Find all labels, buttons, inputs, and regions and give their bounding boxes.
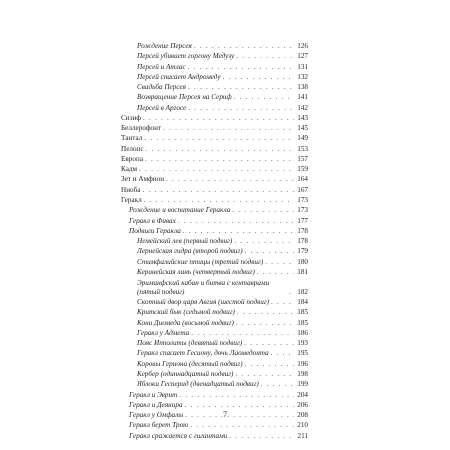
toc-entry: [121, 205, 308, 215]
toc-entry: [121, 359, 308, 369]
toc-entry: [121, 72, 308, 82]
toc-entry-page: 177: [297, 216, 308, 225]
toc-entry-title: Коровы Гериона (десятый подвиг): [137, 359, 243, 368]
toc-entry-page: 142: [297, 103, 308, 112]
toc-entry-page: 179: [297, 247, 308, 256]
dot-leader: [245, 246, 294, 256]
toc-entry-title: Кони Диомеда (восьмой подвиг): [137, 318, 234, 327]
toc-entry-title: Яблоки Гесперид (двенадцатый подвиг): [137, 380, 259, 389]
toc-entry-title: Керинейская лань (четвертый подвиг): [137, 267, 255, 276]
dot-leader: [145, 154, 294, 164]
toc-entry-page: 143: [297, 113, 308, 122]
toc-entry: [121, 369, 308, 379]
toc-entry: [121, 267, 308, 277]
toc-entry-title: Немейский лев (первый подвиг): [137, 237, 233, 246]
toc-entry-title: Геракл и Эврит: [129, 390, 178, 399]
toc-entry: [121, 390, 308, 400]
dot-leader: [265, 257, 294, 267]
dot-leader: [178, 216, 294, 226]
toc-entry-title: Лернейская гидра (второй подвиг): [137, 247, 243, 256]
toc-entry-page: 211: [297, 431, 308, 440]
toc-entry-page: 126: [297, 42, 308, 50]
dot-leader: [188, 82, 294, 92]
dot-leader: [166, 174, 294, 184]
toc-entry: [121, 92, 308, 102]
toc-entry-title: Подвиги Геракла: [129, 226, 181, 235]
toc-entry: [121, 62, 308, 72]
dot-leader: [190, 420, 294, 430]
toc-entry: [121, 257, 308, 267]
toc-entry: [121, 297, 308, 307]
toc-entry-title: Критский бык (седьмой подвиг): [137, 308, 235, 317]
toc-entry-title: Беллерофонт: [121, 124, 162, 133]
dot-leader: [236, 318, 294, 328]
toc-entry-title: Персей убивает горгону Медузу: [137, 52, 235, 61]
toc-entry-title: Кербер (одиннадцатый подвиг): [137, 369, 234, 378]
toc-entry-page: 157: [297, 154, 308, 163]
dot-leader: [223, 72, 294, 82]
toc-entry: [121, 420, 308, 430]
toc-entry-page: 181: [297, 267, 308, 276]
toc-entry: [121, 236, 308, 246]
dot-leader: [139, 164, 294, 174]
toc-entry-page: 182: [297, 287, 308, 296]
dot-leader: [271, 297, 294, 307]
toc-entry-page: 138: [297, 83, 308, 92]
dot-leader: [229, 431, 294, 441]
toc-entry: [121, 307, 308, 317]
toc-entry-title: Эриманфский кабан и битва с кентаврами (пятый подвиг): [137, 278, 270, 296]
toc-entry: [121, 277, 308, 297]
toc-entry: [121, 133, 308, 143]
toc-entry-title: Персей в Аргосе: [137, 103, 187, 112]
toc-entry-page: 178: [297, 226, 308, 235]
toc-entry: [121, 338, 308, 348]
toc-entry-title: Свадьба Персея: [137, 83, 186, 92]
dot-leader: [191, 328, 294, 338]
toc-entry-title: Пелопс: [121, 144, 144, 153]
toc-entry-page: 141: [297, 93, 308, 102]
toc-entry: [121, 174, 308, 184]
dot-leader: [185, 400, 294, 410]
toc-entry: [121, 103, 308, 113]
dot-leader: [245, 359, 294, 369]
toc-entry-page: 180: [297, 257, 308, 266]
toc-entry: [121, 82, 308, 92]
toc-entry-title: Геракл у Омфалы: [129, 411, 184, 420]
toc-entry-page: 206: [297, 400, 308, 409]
dot-leader: [188, 103, 294, 113]
dot-leader: [183, 226, 294, 236]
toc-entry-title: Геракл сражается с гигантами: [129, 431, 228, 440]
toc-entry: [121, 123, 308, 133]
toc-entry: [121, 318, 308, 328]
toc-entry: [121, 195, 308, 205]
toc-entry-title: Геракл у Адмета: [137, 328, 190, 337]
toc-entry-page: 127: [297, 52, 308, 61]
toc-entry: [121, 348, 308, 358]
dot-leader: [236, 51, 294, 61]
dot-leader: [271, 348, 294, 358]
toc-entry: [121, 246, 308, 256]
toc-entry-title: Геракл и Деянира: [129, 400, 183, 409]
dot-leader: [237, 307, 294, 317]
dot-leader: [244, 338, 294, 348]
toc-entry: [121, 41, 308, 51]
dot-leader: [234, 236, 294, 246]
toc-entry-title: Пояс Ипполиты (девятый подвиг): [137, 339, 243, 348]
toc-entry: [121, 226, 308, 236]
toc-entry-title: Европа: [121, 154, 144, 163]
toc-entry: [121, 216, 308, 226]
dot-leader: [232, 205, 294, 215]
dot-leader: [194, 41, 294, 51]
toc-entry-page: 210: [297, 421, 308, 430]
dot-leader: [289, 287, 294, 297]
toc-entry-title: Зет и Амфион: [121, 175, 165, 184]
toc-entry-title: Геракл в Фивах: [129, 216, 176, 225]
page-number: 7: [223, 410, 227, 419]
toc-entry-page: 186: [297, 328, 308, 337]
toc-entry: [121, 431, 308, 441]
toc-entry-title: Скотный двор царя Авгия (шестой подвиг): [137, 298, 270, 307]
dot-leader: [144, 133, 294, 143]
toc-entry-page: 196: [297, 359, 308, 368]
table-of-contents: [121, 41, 308, 441]
toc-entry-page: 208: [297, 411, 308, 420]
toc-entry-page: 164: [297, 175, 308, 184]
toc-entry-page: 193: [297, 339, 308, 348]
toc-entry-page: 145: [297, 124, 308, 133]
toc-entry: [121, 185, 308, 195]
toc-entry-page: 204: [297, 390, 308, 399]
toc-entry: [121, 379, 308, 389]
toc-entry-page: 167: [297, 185, 308, 194]
dot-leader: [142, 185, 294, 195]
toc-entry-page: 195: [297, 349, 308, 358]
toc-entry-title: Возвращение Персея на Сериф: [137, 93, 232, 102]
toc-entry: [121, 144, 308, 154]
toc-entry-title: Ниоба: [121, 185, 141, 194]
toc-entry-title: Тантал: [121, 134, 143, 143]
toc-entry-page: 132: [297, 72, 308, 81]
toc-entry-page: 199: [297, 380, 308, 389]
toc-entry-title: Сизиф: [121, 113, 141, 122]
dot-leader: [257, 267, 294, 277]
dot-leader: [144, 195, 294, 205]
toc-entry-page: 198: [297, 369, 308, 378]
toc-entry-page: 159: [297, 165, 308, 174]
dot-leader: [163, 123, 294, 133]
toc-entry: [121, 164, 308, 174]
toc-entry: [121, 400, 308, 410]
toc-entry-title: Рождение Персея: [137, 42, 192, 50]
toc-entry-page: 178: [297, 237, 308, 246]
toc-entry: [121, 51, 308, 61]
dot-leader: [234, 92, 294, 102]
toc-entry-title: Персей и Атлас: [137, 62, 186, 71]
toc-entry-page: 131: [297, 62, 308, 71]
dot-leader: [235, 369, 294, 379]
toc-entry-title: Геракл берет Трою: [129, 421, 189, 430]
toc-entry-title: Стимфалийские птицы (третий подвиг): [137, 257, 264, 266]
dot-leader: [179, 390, 294, 400]
toc-entry-page: 185: [297, 318, 308, 327]
toc-entry-title: Геракл спасает Гесиону, дочь Лаомедонта: [137, 349, 269, 358]
toc-entry-page: 149: [297, 134, 308, 143]
dot-leader: [143, 113, 294, 123]
toc-entry-page: 173: [297, 206, 308, 215]
toc-entry-page: 153: [297, 144, 308, 153]
dot-leader: [188, 62, 294, 72]
toc-entry-title: Персей спасает Андромеду: [137, 72, 221, 81]
toc-entry-page: 185: [297, 308, 308, 317]
toc-entry-title: Геракл: [121, 195, 142, 204]
toc-entry-title: Кадм: [121, 165, 138, 174]
dot-leader: [261, 379, 294, 389]
toc-entry: [121, 113, 308, 123]
toc-entry-page: 184: [297, 298, 308, 307]
toc-entry-page: 173: [297, 195, 308, 204]
toc-entry: [121, 328, 308, 338]
toc-entry: [121, 154, 308, 164]
toc-entry-title: Рождение и воспитание Геракла: [129, 206, 231, 215]
dot-leader: [146, 144, 294, 154]
